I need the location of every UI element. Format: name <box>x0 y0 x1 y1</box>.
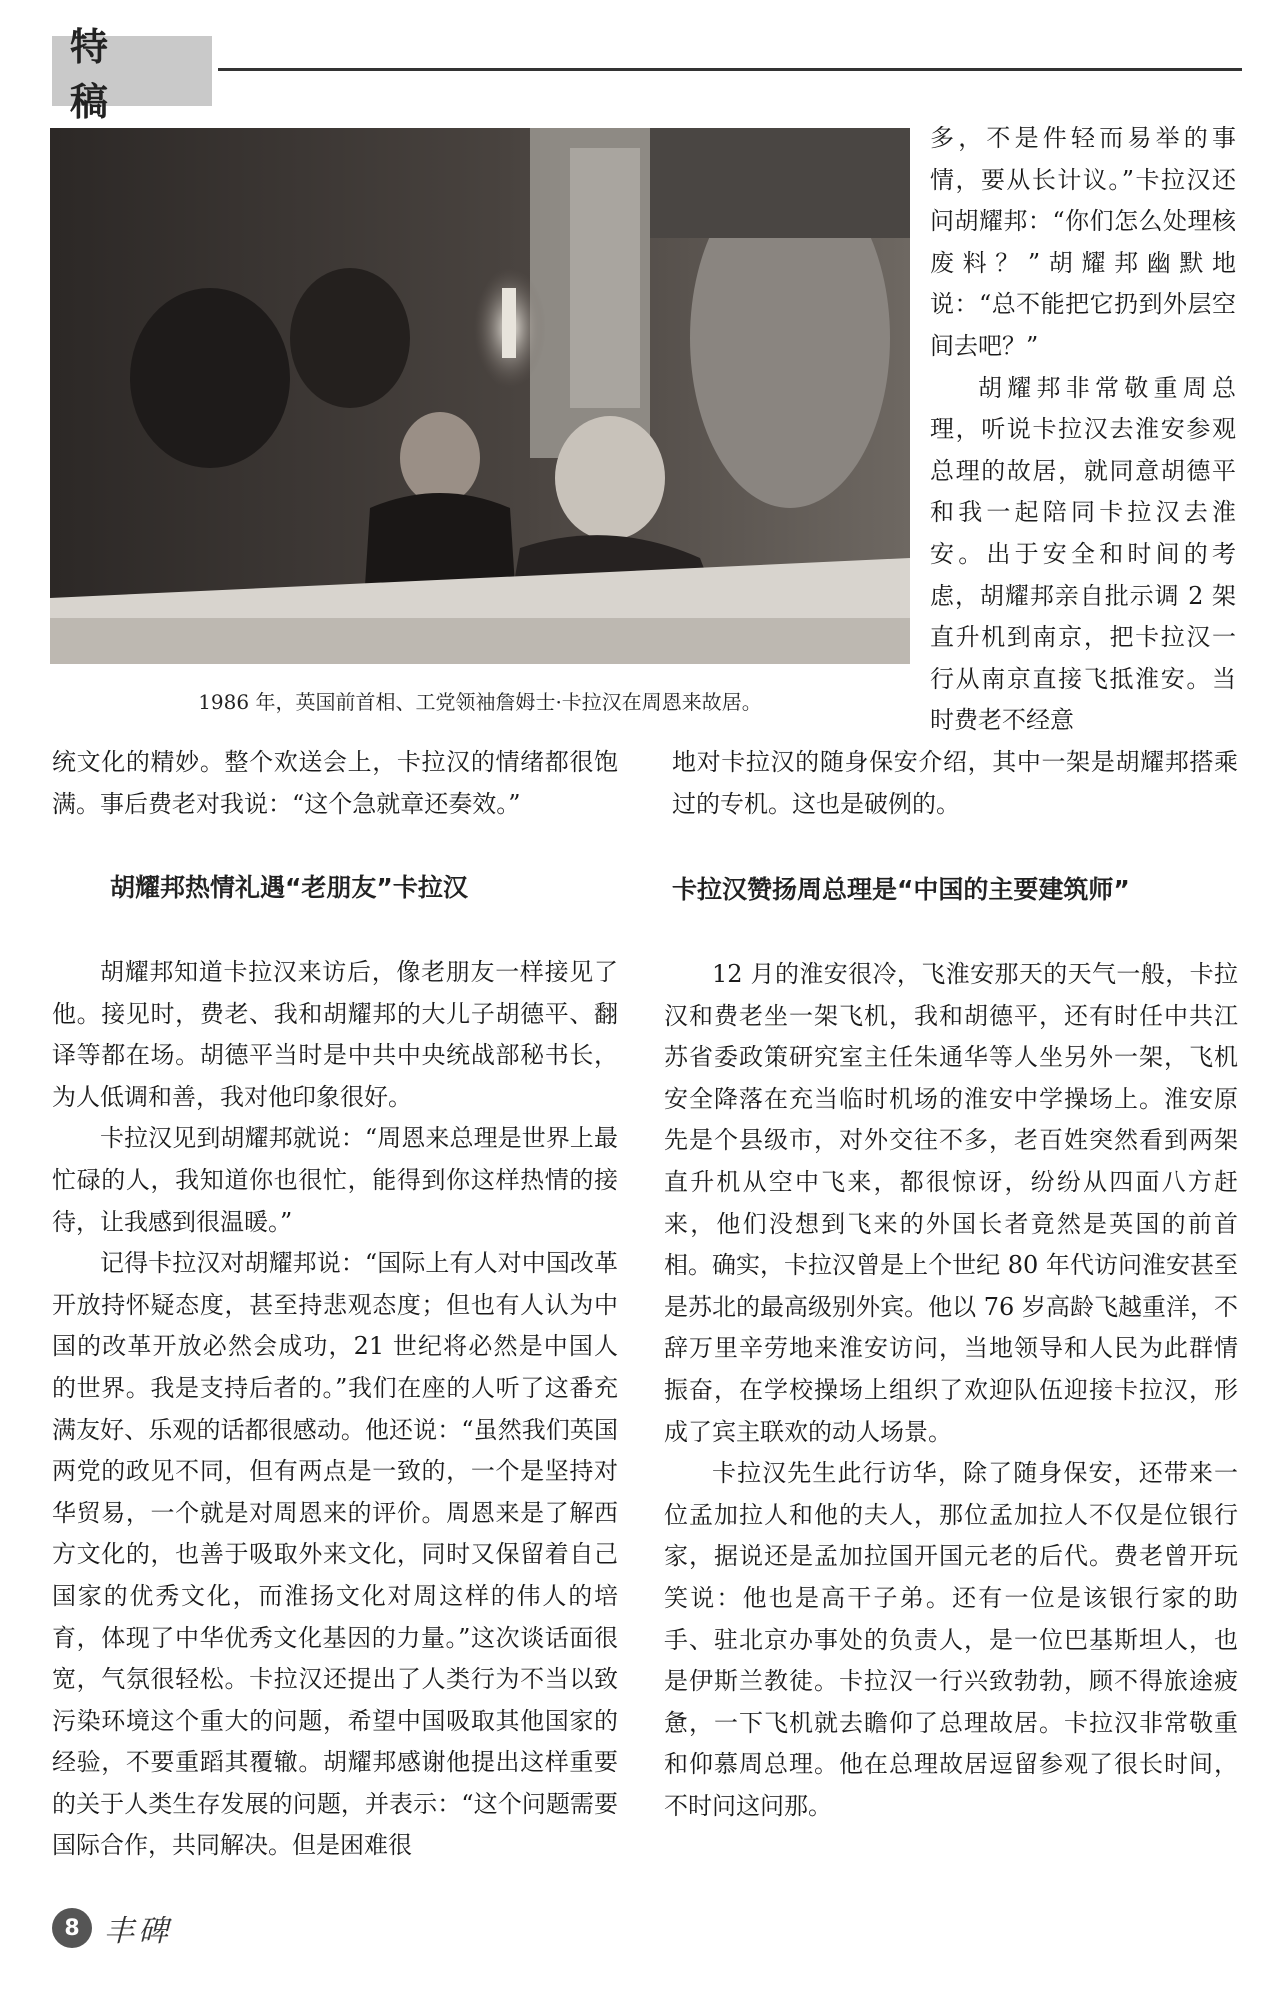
article-photo <box>50 128 910 664</box>
magazine-name: 丰碑 <box>104 1914 172 1949</box>
right-main-column <box>664 954 1238 1827</box>
paragraph: 胡耀邦知道卡拉汉来访后，像老朋友一样接见了他。接见时，费老、我和胡耀邦的大儿子胡德平、翻译等都在场。胡德平当时是中共中央统战部秘书长，为人低调和善，我对他印象很好。 <box>52 958 618 1111</box>
section-label: 特 稿 <box>70 25 127 124</box>
section-heading-hu-yaobang: 胡耀邦热情礼遇“老朋友”卡拉汉 <box>110 873 468 902</box>
paragraph: 多，不是件轻而易举的事情，要从长计议。”卡拉汉还问胡耀邦：“你们怎么处理核废料？”胡耀邦幽默地说：“总不能把它扔到外层空间去吧？” <box>930 124 1236 360</box>
left-main-column <box>52 952 618 1867</box>
paragraph: 统文化的精妙。整个欢送会上，卡拉汉的情绪都很饱满。事后费老对我说：“这个急就章还奏效。” <box>52 748 618 818</box>
paragraph: 记得卡拉汉对胡耀邦说：“国际上有人对中国改革开放持怀疑态度，甚至持悲观态度；但也有人认为中国的改革开放必然会成功，21 世纪将必然是中国人的世界。我是支持后者的。”我们在座的人听了这番充满友好、乐观的话都很感动。他还说：“虽然我们英国两党的政见不同，但有两点是一致的，一个是坚持对华贸易，一个就是对周恩来的评价。周恩来是了解西方文化的，也善于吸取外来文化，同时又保留着自己国家的优秀文化，而淮扬文化对周这样的伟人的培育，体现了中华优秀文化基因的力量。”这次谈话面很宽，气氛很轻松。卡拉汉还提出了人类行为不当以致污染环境这个重大的问题，希望中国吸取其他国家的经验，不要重蹈其覆辙。胡耀邦感谢他提出这样重要的关于人类生存发展的问题，并表示：“这个问题需要国际合作，共同解决。但是困难很 <box>52 1249 618 1860</box>
paragraph: 卡拉汉见到胡耀邦就说：“周恩来总理是世界上最忙碌的人，我知道你也很忙，能得到你这样热情的接待，让我感到很温暖。” <box>52 1124 618 1236</box>
page-number: 8 <box>52 1908 92 1948</box>
section-label-box <box>52 25 212 124</box>
section-heading-callaghan: 卡拉汉赞扬周总理是“中国的主要建筑师” <box>672 875 1130 904</box>
photo-caption: 1986 年，英国前首相、工党领袖詹姆士·卡拉汉在周恩来故居。 <box>198 690 762 714</box>
paragraph: 胡耀邦非常敬重周总理，听说卡拉汉去淮安参观总理的故居，就同意胡德平和我一起陪同卡拉汉去淮安。出于安全和时间的考虑，胡耀邦亲自批示调 2 架直升机到南京，把卡拉汉一行从南京直接飞抵淮安。当时费老不经意 <box>930 373 1236 735</box>
paragraph: 12 月的淮安很冷，飞淮安那天的天气一般，卡拉汉和费老坐一架飞机，我和胡德平，还有时任中共江苏省委政策研究室主任朱通华等人坐另外一架，飞机安全降落在充当临时机场的淮安中学操场上。淮安原先是个县级市，对外交往不多，老百姓突然看到两架直升机从空中飞来，都很惊讶，纷纷从四面八方赶来，他们没想到飞来的外国长者竟然是英国的前首相。确实，卡拉汉曾是上个世纪 80 年代访问淮安甚至是苏北的最高级别外宾。他以 76 岁高龄飞越重洋，不辞万里辛劳地来淮安访问，当地领导和人民为此群情振奋，在学校操场上组织了欢迎队伍迎接卡拉汉，形成了宾主联欢的动人场景。 <box>664 960 1238 1446</box>
right-top-column <box>930 118 1236 742</box>
right-continued-text <box>672 742 1238 825</box>
paragraph: 卡拉汉先生此行访华，除了随身保安，还带来一位孟加拉人和他的夫人，那位孟加拉人不仅是位银行家，据说还是孟加拉国开国元老的后代。费老曾开玩笑说：他也是高干子弟。还有一位是该银行家的助手、驻北京办事处的负责人，是一位巴基斯坦人，也是伊斯兰教徒。卡拉汉一行兴致勃勃，顾不得旅途疲惫，一下飞机就去瞻仰了总理故居。卡拉汉非常敬重和仰慕周总理。他在总理故居逗留参观了很长时间，不时问这问那。 <box>664 1459 1238 1820</box>
header-rule <box>218 68 1242 71</box>
left-continued-text <box>52 742 618 825</box>
paragraph: 地对卡拉汉的随身保安介绍，其中一架是胡耀邦搭乘过的专机。这也是破例的。 <box>672 748 1238 818</box>
photo-illustration <box>50 128 910 664</box>
